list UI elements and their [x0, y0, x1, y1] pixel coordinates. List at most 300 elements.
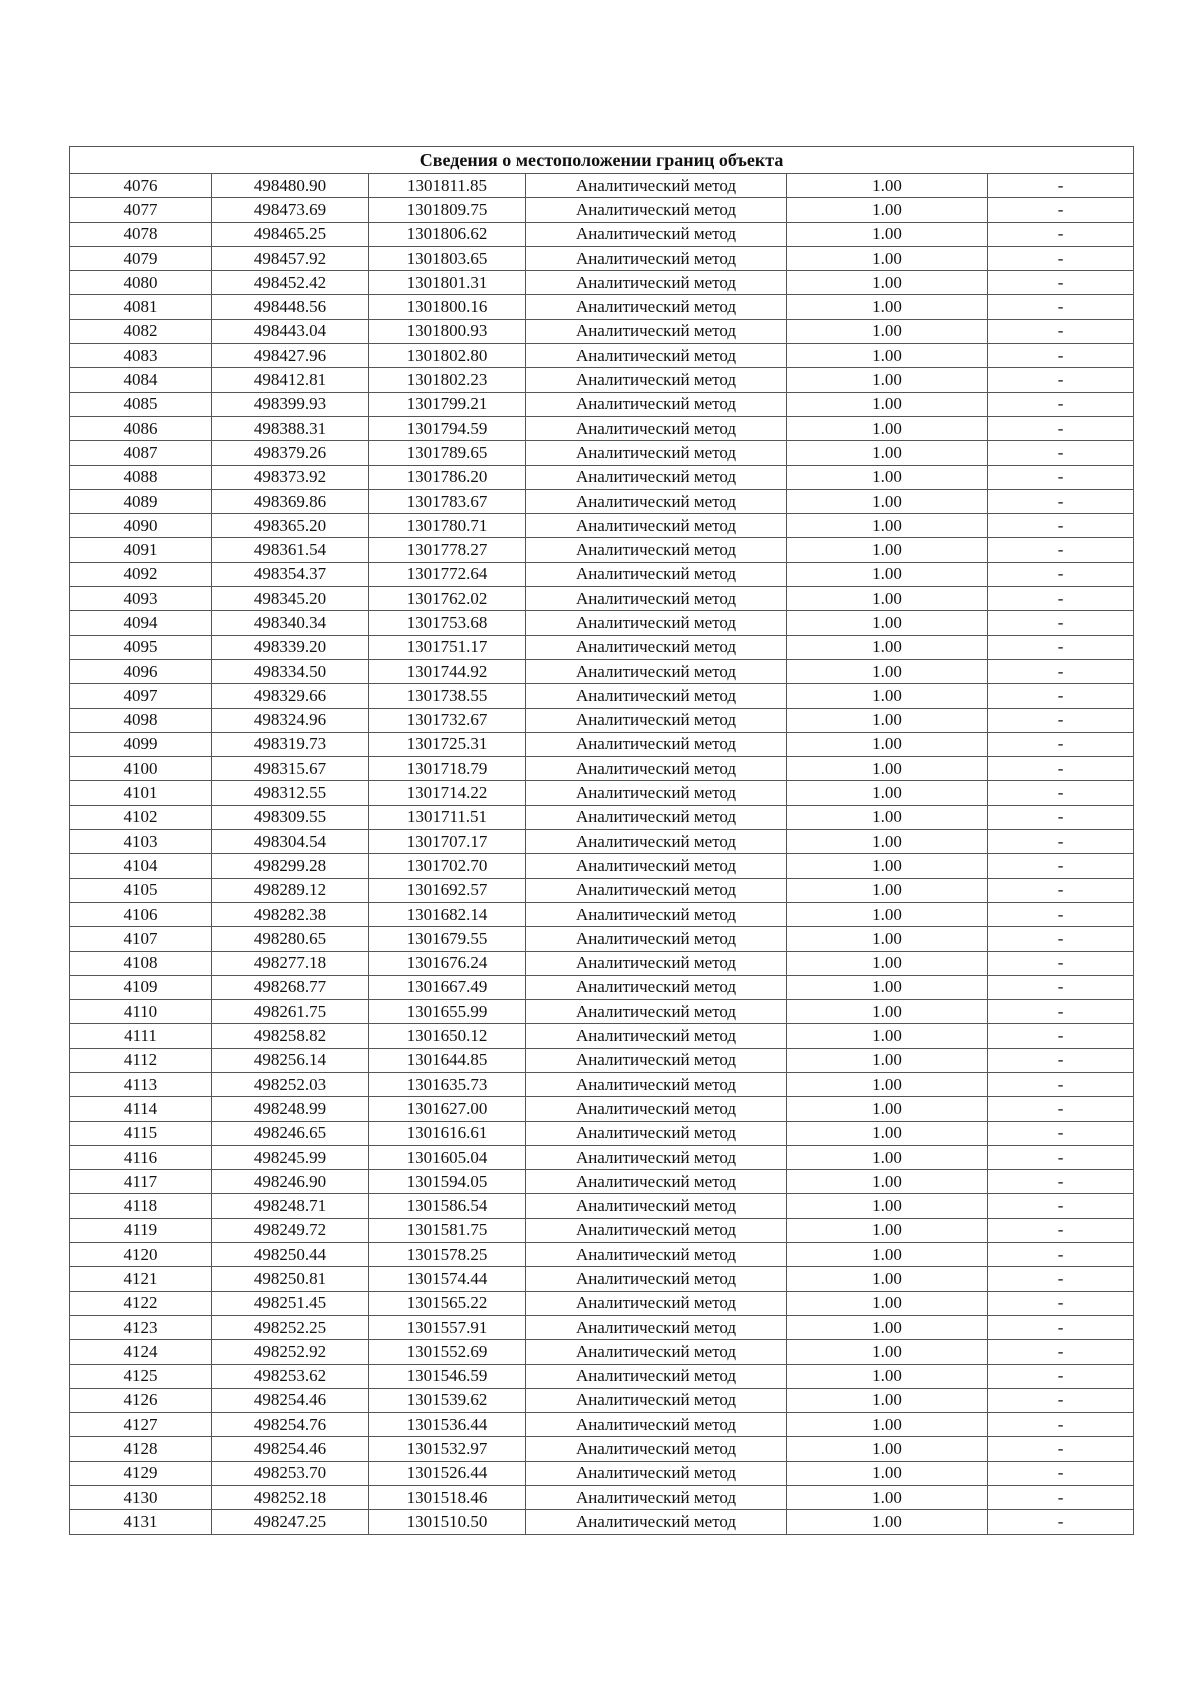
point-number-cell: 4083: [70, 344, 212, 368]
point-number-cell: 4092: [70, 562, 212, 586]
method-cell: Аналитический метод: [526, 1218, 787, 1242]
x-coordinate-cell: 498315.67: [212, 757, 369, 781]
method-cell: Аналитический метод: [526, 611, 787, 635]
point-number-cell: 4099: [70, 732, 212, 756]
y-coordinate-cell: 1301655.99: [369, 1000, 526, 1024]
y-coordinate-cell: 1301565.22: [369, 1291, 526, 1315]
point-number-cell: 4113: [70, 1072, 212, 1096]
x-coordinate-cell: 498261.75: [212, 1000, 369, 1024]
table-row: [70, 368, 1134, 392]
point-number-cell: 4087: [70, 441, 212, 465]
table-row: [70, 1024, 1134, 1048]
table-row: [70, 1145, 1134, 1169]
table-title-row: [70, 147, 1134, 174]
point-number-cell: 4120: [70, 1243, 212, 1267]
point-number-cell: 4112: [70, 1048, 212, 1072]
x-coordinate-cell: 498248.71: [212, 1194, 369, 1218]
x-coordinate-cell: 498379.26: [212, 441, 369, 465]
method-cell: Аналитический метод: [526, 368, 787, 392]
method-cell: Аналитический метод: [526, 1437, 787, 1461]
method-cell: Аналитический метод: [526, 1486, 787, 1510]
point-number-cell: 4095: [70, 635, 212, 659]
precision-cell: 1.00: [787, 902, 988, 926]
table-row: [70, 1121, 1134, 1145]
y-coordinate-cell: 1301536.44: [369, 1413, 526, 1437]
x-coordinate-cell: 498280.65: [212, 927, 369, 951]
table-body: [70, 174, 1134, 1535]
table-row: [70, 465, 1134, 489]
description-cell: -: [988, 975, 1134, 999]
precision-cell: 1.00: [787, 854, 988, 878]
precision-cell: 1.00: [787, 587, 988, 611]
description-cell: -: [988, 1315, 1134, 1339]
table-row: [70, 246, 1134, 270]
method-cell: Аналитический метод: [526, 975, 787, 999]
y-coordinate-cell: 1301702.70: [369, 854, 526, 878]
x-coordinate-cell: 498334.50: [212, 659, 369, 683]
x-coordinate-cell: 498247.25: [212, 1510, 369, 1534]
table-row: [70, 1388, 1134, 1412]
precision-cell: 1.00: [787, 465, 988, 489]
y-coordinate-cell: 1301780.71: [369, 514, 526, 538]
y-coordinate-cell: 1301650.12: [369, 1024, 526, 1048]
table-row: [70, 975, 1134, 999]
method-cell: Аналитический метод: [526, 1194, 787, 1218]
x-coordinate-cell: 498473.69: [212, 198, 369, 222]
y-coordinate-cell: 1301789.65: [369, 441, 526, 465]
y-coordinate-cell: 1301802.80: [369, 344, 526, 368]
x-coordinate-cell: 498361.54: [212, 538, 369, 562]
x-coordinate-cell: 498254.46: [212, 1437, 369, 1461]
table-row: [70, 732, 1134, 756]
table-row: [70, 1461, 1134, 1485]
table-row: [70, 1437, 1134, 1461]
y-coordinate-cell: 1301718.79: [369, 757, 526, 781]
description-cell: -: [988, 489, 1134, 513]
method-cell: Аналитический метод: [526, 271, 787, 295]
method-cell: Аналитический метод: [526, 1388, 787, 1412]
method-cell: Аналитический метод: [526, 441, 787, 465]
y-coordinate-cell: 1301738.55: [369, 684, 526, 708]
description-cell: -: [988, 514, 1134, 538]
precision-cell: 1.00: [787, 1048, 988, 1072]
table-row: [70, 635, 1134, 659]
method-cell: Аналитический метод: [526, 1510, 787, 1534]
y-coordinate-cell: 1301605.04: [369, 1145, 526, 1169]
precision-cell: 1.00: [787, 489, 988, 513]
precision-cell: 1.00: [787, 271, 988, 295]
precision-cell: 1.00: [787, 368, 988, 392]
point-number-cell: 4111: [70, 1024, 212, 1048]
description-cell: -: [988, 854, 1134, 878]
point-number-cell: 4106: [70, 902, 212, 926]
x-coordinate-cell: 498457.92: [212, 246, 369, 270]
table-row: [70, 1486, 1134, 1510]
description-cell: -: [988, 587, 1134, 611]
y-coordinate-cell: 1301581.75: [369, 1218, 526, 1242]
precision-cell: 1.00: [787, 757, 988, 781]
description-cell: -: [988, 1121, 1134, 1145]
precision-cell: 1.00: [787, 1145, 988, 1169]
table-row: [70, 1194, 1134, 1218]
point-number-cell: 4079: [70, 246, 212, 270]
method-cell: Аналитический метод: [526, 1413, 787, 1437]
x-coordinate-cell: 498252.18: [212, 1486, 369, 1510]
table-row: [70, 830, 1134, 854]
x-coordinate-cell: 498480.90: [212, 174, 369, 198]
point-number-cell: 4085: [70, 392, 212, 416]
y-coordinate-cell: 1301707.17: [369, 830, 526, 854]
point-number-cell: 4084: [70, 368, 212, 392]
description-cell: -: [988, 1072, 1134, 1096]
point-number-cell: 4123: [70, 1315, 212, 1339]
x-coordinate-cell: 498339.20: [212, 635, 369, 659]
description-cell: -: [988, 732, 1134, 756]
method-cell: Аналитический метод: [526, 222, 787, 246]
description-cell: -: [988, 1243, 1134, 1267]
description-cell: -: [988, 198, 1134, 222]
point-number-cell: 4119: [70, 1218, 212, 1242]
y-coordinate-cell: 1301799.21: [369, 392, 526, 416]
x-coordinate-cell: 498245.99: [212, 1145, 369, 1169]
method-cell: Аналитический метод: [526, 927, 787, 951]
precision-cell: 1.00: [787, 1413, 988, 1437]
x-coordinate-cell: 498388.31: [212, 416, 369, 440]
y-coordinate-cell: 1301794.59: [369, 416, 526, 440]
y-coordinate-cell: 1301800.93: [369, 319, 526, 343]
description-cell: -: [988, 1340, 1134, 1364]
x-coordinate-cell: 498251.45: [212, 1291, 369, 1315]
x-coordinate-cell: 498427.96: [212, 344, 369, 368]
y-coordinate-cell: 1301732.67: [369, 708, 526, 732]
point-number-cell: 4129: [70, 1461, 212, 1485]
precision-cell: 1.00: [787, 927, 988, 951]
x-coordinate-cell: 498252.25: [212, 1315, 369, 1339]
table-row: [70, 659, 1134, 683]
description-cell: -: [988, 222, 1134, 246]
x-coordinate-cell: 498369.86: [212, 489, 369, 513]
precision-cell: 1.00: [787, 708, 988, 732]
y-coordinate-cell: 1301586.54: [369, 1194, 526, 1218]
y-coordinate-cell: 1301802.23: [369, 368, 526, 392]
y-coordinate-cell: 1301811.85: [369, 174, 526, 198]
precision-cell: 1.00: [787, 1291, 988, 1315]
description-cell: -: [988, 319, 1134, 343]
table-row: [70, 611, 1134, 635]
table-row: [70, 1413, 1134, 1437]
description-cell: -: [988, 878, 1134, 902]
x-coordinate-cell: 498246.90: [212, 1170, 369, 1194]
x-coordinate-cell: 498312.55: [212, 781, 369, 805]
description-cell: -: [988, 1145, 1134, 1169]
y-coordinate-cell: 1301557.91: [369, 1315, 526, 1339]
table-row: [70, 1048, 1134, 1072]
x-coordinate-cell: 498289.12: [212, 878, 369, 902]
description-cell: -: [988, 1024, 1134, 1048]
x-coordinate-cell: 498309.55: [212, 805, 369, 829]
x-coordinate-cell: 498253.70: [212, 1461, 369, 1485]
method-cell: Аналитический метод: [526, 1267, 787, 1291]
description-cell: -: [988, 465, 1134, 489]
point-number-cell: 4102: [70, 805, 212, 829]
y-coordinate-cell: 1301692.57: [369, 878, 526, 902]
method-cell: Аналитический метод: [526, 1048, 787, 1072]
table-row: [70, 319, 1134, 343]
y-coordinate-cell: 1301751.17: [369, 635, 526, 659]
precision-cell: 1.00: [787, 441, 988, 465]
x-coordinate-cell: 498282.38: [212, 902, 369, 926]
y-coordinate-cell: 1301574.44: [369, 1267, 526, 1291]
method-cell: Аналитический метод: [526, 684, 787, 708]
point-number-cell: 4108: [70, 951, 212, 975]
x-coordinate-cell: 498465.25: [212, 222, 369, 246]
precision-cell: 1.00: [787, 1486, 988, 1510]
y-coordinate-cell: 1301594.05: [369, 1170, 526, 1194]
point-number-cell: 4091: [70, 538, 212, 562]
point-number-cell: 4093: [70, 587, 212, 611]
method-cell: Аналитический метод: [526, 1291, 787, 1315]
point-number-cell: 4118: [70, 1194, 212, 1218]
point-number-cell: 4080: [70, 271, 212, 295]
table-row: [70, 587, 1134, 611]
point-number-cell: 4078: [70, 222, 212, 246]
y-coordinate-cell: 1301578.25: [369, 1243, 526, 1267]
description-cell: -: [988, 1170, 1134, 1194]
y-coordinate-cell: 1301518.46: [369, 1486, 526, 1510]
method-cell: Аналитический метод: [526, 1000, 787, 1024]
y-coordinate-cell: 1301714.22: [369, 781, 526, 805]
precision-cell: 1.00: [787, 635, 988, 659]
description-cell: -: [988, 344, 1134, 368]
precision-cell: 1.00: [787, 975, 988, 999]
x-coordinate-cell: 498365.20: [212, 514, 369, 538]
point-number-cell: 4114: [70, 1097, 212, 1121]
x-coordinate-cell: 498412.81: [212, 368, 369, 392]
table-row: [70, 1267, 1134, 1291]
point-number-cell: 4124: [70, 1340, 212, 1364]
description-cell: -: [988, 271, 1134, 295]
method-cell: Аналитический метод: [526, 514, 787, 538]
table-row: [70, 1291, 1134, 1315]
x-coordinate-cell: 498329.66: [212, 684, 369, 708]
table-row: [70, 951, 1134, 975]
method-cell: Аналитический метод: [526, 830, 787, 854]
description-cell: -: [988, 416, 1134, 440]
y-coordinate-cell: 1301627.00: [369, 1097, 526, 1121]
precision-cell: 1.00: [787, 684, 988, 708]
precision-cell: 1.00: [787, 1267, 988, 1291]
method-cell: Аналитический метод: [526, 1145, 787, 1169]
description-cell: -: [988, 562, 1134, 586]
point-number-cell: 4082: [70, 319, 212, 343]
precision-cell: 1.00: [787, 1218, 988, 1242]
y-coordinate-cell: 1301644.85: [369, 1048, 526, 1072]
precision-cell: 1.00: [787, 1194, 988, 1218]
point-number-cell: 4088: [70, 465, 212, 489]
description-cell: -: [988, 1413, 1134, 1437]
description-cell: -: [988, 611, 1134, 635]
x-coordinate-cell: 498443.04: [212, 319, 369, 343]
precision-cell: 1.00: [787, 659, 988, 683]
method-cell: Аналитический метод: [526, 416, 787, 440]
point-number-cell: 4086: [70, 416, 212, 440]
method-cell: Аналитический метод: [526, 1170, 787, 1194]
description-cell: -: [988, 1461, 1134, 1485]
x-coordinate-cell: 498254.76: [212, 1413, 369, 1437]
point-number-cell: 4103: [70, 830, 212, 854]
x-coordinate-cell: 498268.77: [212, 975, 369, 999]
x-coordinate-cell: 498448.56: [212, 295, 369, 319]
description-cell: -: [988, 927, 1134, 951]
y-coordinate-cell: 1301806.62: [369, 222, 526, 246]
table-row: [70, 708, 1134, 732]
y-coordinate-cell: 1301800.16: [369, 295, 526, 319]
x-coordinate-cell: 498253.62: [212, 1364, 369, 1388]
point-number-cell: 4094: [70, 611, 212, 635]
method-cell: Аналитический метод: [526, 319, 787, 343]
precision-cell: 1.00: [787, 611, 988, 635]
x-coordinate-cell: 498277.18: [212, 951, 369, 975]
description-cell: -: [988, 830, 1134, 854]
method-cell: Аналитический метод: [526, 878, 787, 902]
table-row: [70, 1000, 1134, 1024]
point-number-cell: 4127: [70, 1413, 212, 1437]
point-number-cell: 4089: [70, 489, 212, 513]
method-cell: Аналитический метод: [526, 562, 787, 586]
y-coordinate-cell: 1301809.75: [369, 198, 526, 222]
table-row: [70, 1510, 1134, 1534]
table-row: [70, 1097, 1134, 1121]
method-cell: Аналитический метод: [526, 1243, 787, 1267]
method-cell: Аналитический метод: [526, 465, 787, 489]
point-number-cell: 4128: [70, 1437, 212, 1461]
y-coordinate-cell: 1301753.68: [369, 611, 526, 635]
table-row: [70, 1315, 1134, 1339]
method-cell: Аналитический метод: [526, 344, 787, 368]
precision-cell: 1.00: [787, 1461, 988, 1485]
table-row: [70, 514, 1134, 538]
table-row: [70, 878, 1134, 902]
table-row: [70, 927, 1134, 951]
table-row: [70, 344, 1134, 368]
y-coordinate-cell: 1301532.97: [369, 1437, 526, 1461]
precision-cell: 1.00: [787, 1315, 988, 1339]
point-number-cell: 4107: [70, 927, 212, 951]
method-cell: Аналитический метод: [526, 1097, 787, 1121]
description-cell: -: [988, 902, 1134, 926]
precision-cell: 1.00: [787, 1024, 988, 1048]
y-coordinate-cell: 1301711.51: [369, 805, 526, 829]
method-cell: Аналитический метод: [526, 1315, 787, 1339]
x-coordinate-cell: 498249.72: [212, 1218, 369, 1242]
method-cell: Аналитический метод: [526, 805, 787, 829]
description-cell: -: [988, 635, 1134, 659]
y-coordinate-cell: 1301772.64: [369, 562, 526, 586]
method-cell: Аналитический метод: [526, 732, 787, 756]
precision-cell: 1.00: [787, 1437, 988, 1461]
description-cell: -: [988, 246, 1134, 270]
y-coordinate-cell: 1301539.62: [369, 1388, 526, 1412]
point-number-cell: 4110: [70, 1000, 212, 1024]
description-cell: -: [988, 538, 1134, 562]
x-coordinate-cell: 498258.82: [212, 1024, 369, 1048]
table-row: [70, 271, 1134, 295]
x-coordinate-cell: 498452.42: [212, 271, 369, 295]
table-row: [70, 1218, 1134, 1242]
x-coordinate-cell: 498256.14: [212, 1048, 369, 1072]
description-cell: -: [988, 1364, 1134, 1388]
method-cell: Аналитический метод: [526, 1121, 787, 1145]
table-row: [70, 562, 1134, 586]
description-cell: -: [988, 757, 1134, 781]
precision-cell: 1.00: [787, 198, 988, 222]
precision-cell: 1.00: [787, 1388, 988, 1412]
x-coordinate-cell: 498340.34: [212, 611, 369, 635]
precision-cell: 1.00: [787, 1072, 988, 1096]
description-cell: -: [988, 805, 1134, 829]
point-number-cell: 4100: [70, 757, 212, 781]
table-row: [70, 781, 1134, 805]
x-coordinate-cell: 498304.54: [212, 830, 369, 854]
table-row: [70, 416, 1134, 440]
precision-cell: 1.00: [787, 1510, 988, 1534]
precision-cell: 1.00: [787, 514, 988, 538]
point-number-cell: 4105: [70, 878, 212, 902]
table-row: [70, 1170, 1134, 1194]
x-coordinate-cell: 498345.20: [212, 587, 369, 611]
precision-cell: 1.00: [787, 781, 988, 805]
precision-cell: 1.00: [787, 222, 988, 246]
method-cell: Аналитический метод: [526, 587, 787, 611]
method-cell: Аналитический метод: [526, 1364, 787, 1388]
description-cell: -: [988, 708, 1134, 732]
point-number-cell: 4096: [70, 659, 212, 683]
x-coordinate-cell: 498299.28: [212, 854, 369, 878]
y-coordinate-cell: 1301801.31: [369, 271, 526, 295]
table-row: [70, 392, 1134, 416]
method-cell: Аналитический метод: [526, 757, 787, 781]
precision-cell: 1.00: [787, 805, 988, 829]
y-coordinate-cell: 1301510.50: [369, 1510, 526, 1534]
table-row: [70, 854, 1134, 878]
point-number-cell: 4077: [70, 198, 212, 222]
x-coordinate-cell: 498250.81: [212, 1267, 369, 1291]
table-row: [70, 1340, 1134, 1364]
method-cell: Аналитический метод: [526, 854, 787, 878]
y-coordinate-cell: 1301526.44: [369, 1461, 526, 1485]
description-cell: -: [988, 1000, 1134, 1024]
point-number-cell: 4098: [70, 708, 212, 732]
description-cell: -: [988, 1267, 1134, 1291]
point-number-cell: 4125: [70, 1364, 212, 1388]
method-cell: Аналитический метод: [526, 1340, 787, 1364]
point-number-cell: 4131: [70, 1510, 212, 1534]
point-number-cell: 4126: [70, 1388, 212, 1412]
table-row: [70, 902, 1134, 926]
boundary-coordinates-table: [69, 146, 1134, 1535]
method-cell: Аналитический метод: [526, 1024, 787, 1048]
table-row: [70, 1243, 1134, 1267]
precision-cell: 1.00: [787, 1000, 988, 1024]
description-cell: -: [988, 441, 1134, 465]
method-cell: Аналитический метод: [526, 246, 787, 270]
x-coordinate-cell: 498252.92: [212, 1340, 369, 1364]
table-row: [70, 757, 1134, 781]
precision-cell: 1.00: [787, 951, 988, 975]
table-row: [70, 295, 1134, 319]
y-coordinate-cell: 1301635.73: [369, 1072, 526, 1096]
precision-cell: 1.00: [787, 319, 988, 343]
